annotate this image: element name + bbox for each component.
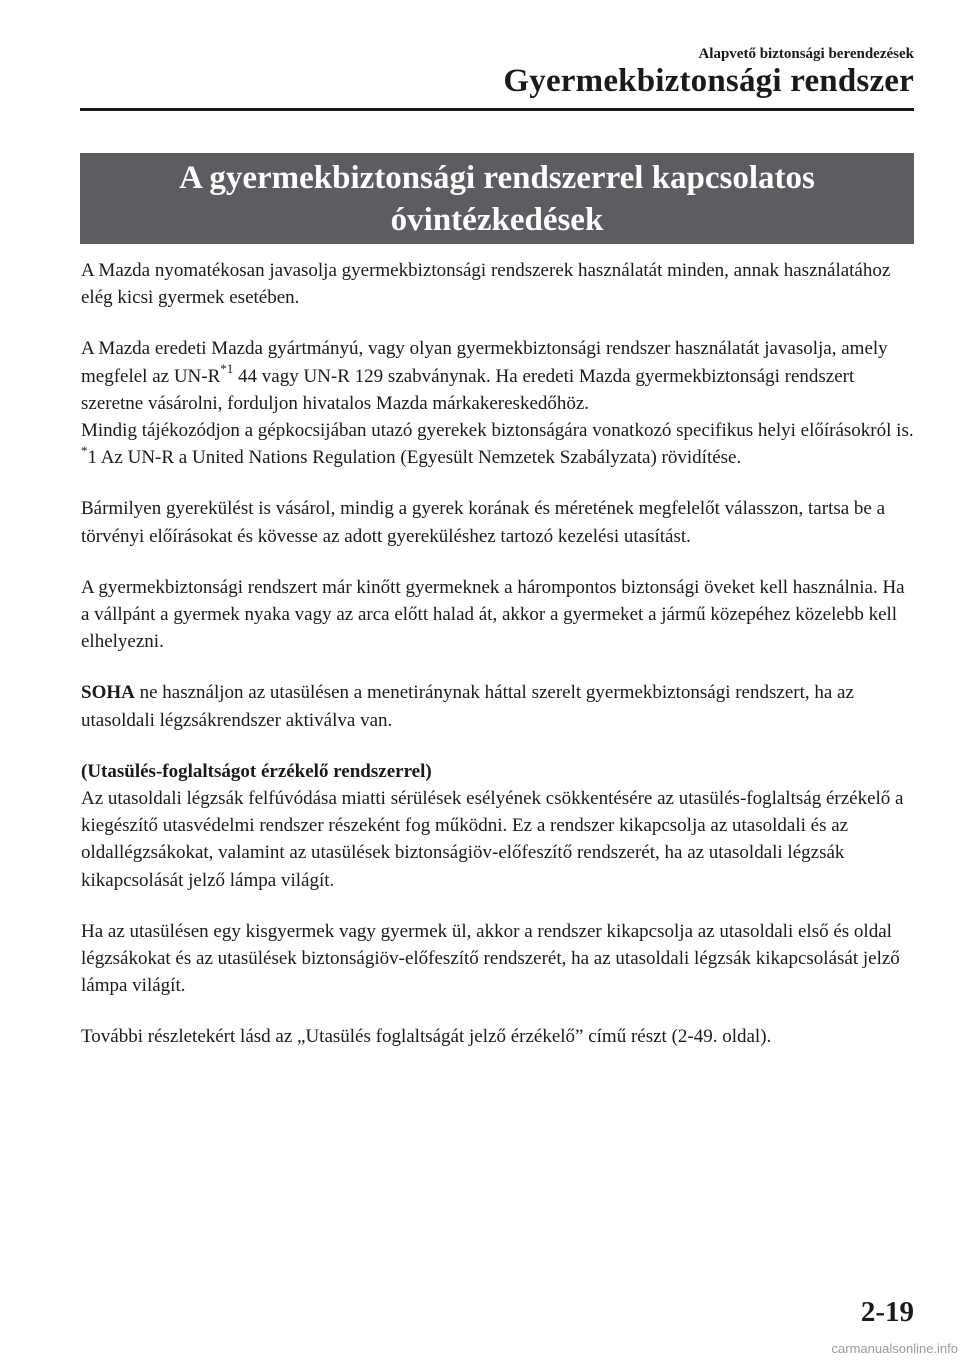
paragraph-genuine-parts-end: 44 vagy UN-R 129 szabványnak. Ha eredeti Mazda gyermekbiztonsági rendszert szeretne vásárolni, forduljon hivatalos Mazda márkakereskedőhöz. (81, 365, 855, 414)
paragraph-occupancy-system (81, 758, 917, 894)
paragraph-local-regulations: Mindig tájékozódjon a gépkocsijában utazó gyerekek biztonságára vonatkozó specifikus helyi előírásokról is. (81, 420, 914, 442)
body-content (81, 257, 917, 1075)
paragraph-reference: További részletekért lásd az „Utasülés foglaltságát jelző érzékelő” című részt (2-49. oldal). (81, 1026, 772, 1048)
paragraph-recommendation: A Mazda nyomatékosan javasolja gyermekbiztonsági rendszerek használatát minden, annak használatához elég kicsi gyermek esetében. (81, 260, 891, 309)
paragraph-seatbelt: A gyermekbiztonsági rendszert már kinőtt gyermeknek a hárompontos biztonsági öveket kell használnia. Ha a vállpánt a gyermek nyaka vagy az arca előtt halad át, akkor a gyermeket a jármű közepéhez közelebb kell elhelyezni. (81, 576, 905, 653)
section-label: Alapvető biztonsági berendezések (698, 46, 914, 62)
footnote-text: 1 Az UN-R a United Nations Regulation (Egyesült Nemzetek Szabályzata) rövidítése. (87, 447, 742, 469)
banner-title-line-1: A gyermekbiztonsági rendszerrel kapcsolatos (179, 159, 815, 196)
banner-title-line-2: óvintézkedések (390, 201, 604, 238)
footnote-mark: * (81, 442, 88, 458)
header-divider (80, 108, 914, 111)
occupancy-heading: (Utasülés-foglaltságot érzékelő rendszerrel) (81, 760, 432, 782)
paragraph-seat-choice: Bármilyen gyerekülést is vásárol, mindig a gyerek korának és méretének megfelelőt válasszon, tartsa be a törvényi előírásokat és kövesse az adott gyereküléshez tartozó kezelési utasítást. (81, 498, 886, 547)
footnote-reference: *1 (220, 361, 234, 377)
section-banner (80, 153, 914, 244)
paragraph-genuine-parts (81, 335, 917, 417)
occupancy-text: Az utasoldali légzsák felfúvódása miatti sérülések esélyének csökkentésére az utasülés-foglaltság érzékelő a kiegészítő utasvédelmi rendszer részeként fog működni. Ez a rendszer kikapcsolja az utasoldali és az oldallégzsákokat, valamint az utasülések biztonságiöv-előfeszítő rendszerét, ha az utasoldali légzsák kikapcsolását jelző lámpa világít. (81, 788, 904, 891)
warning-keyword: SOHA (81, 682, 135, 704)
paragraph-child-on-seat: Ha az utasülésen egy kisgyermek vagy gyermek ül, akkor a rendszer kikapcsolja az utasoldali első és oldal légzsákokat és az utasülések biztonságiöv-előfeszítő rendszerét, ha az utasoldali légzsák kikapcsolását jelző lámpa világít. (81, 920, 900, 997)
page-number: 2-19 (860, 1296, 914, 1328)
paragraph-warning (81, 679, 917, 733)
warning-text: ne használjon az utasülésen a menetiránynak háttal szerelt gyermekbiztonsági rendszert, ha az utasoldali légzsákrendszer aktiválva van. (81, 682, 854, 731)
footnote (81, 444, 917, 471)
watermark: carmanualsonline.info (831, 1341, 958, 1356)
page-title: Gyermekbiztonsági rendszer (503, 63, 914, 99)
paragraph-genuine-parts-start: A Mazda eredeti Mazda gyártmányú, vagy olyan gyermekbiztonsági rendszer használatát javasolja, amely megfelel az UN-R (81, 338, 888, 387)
